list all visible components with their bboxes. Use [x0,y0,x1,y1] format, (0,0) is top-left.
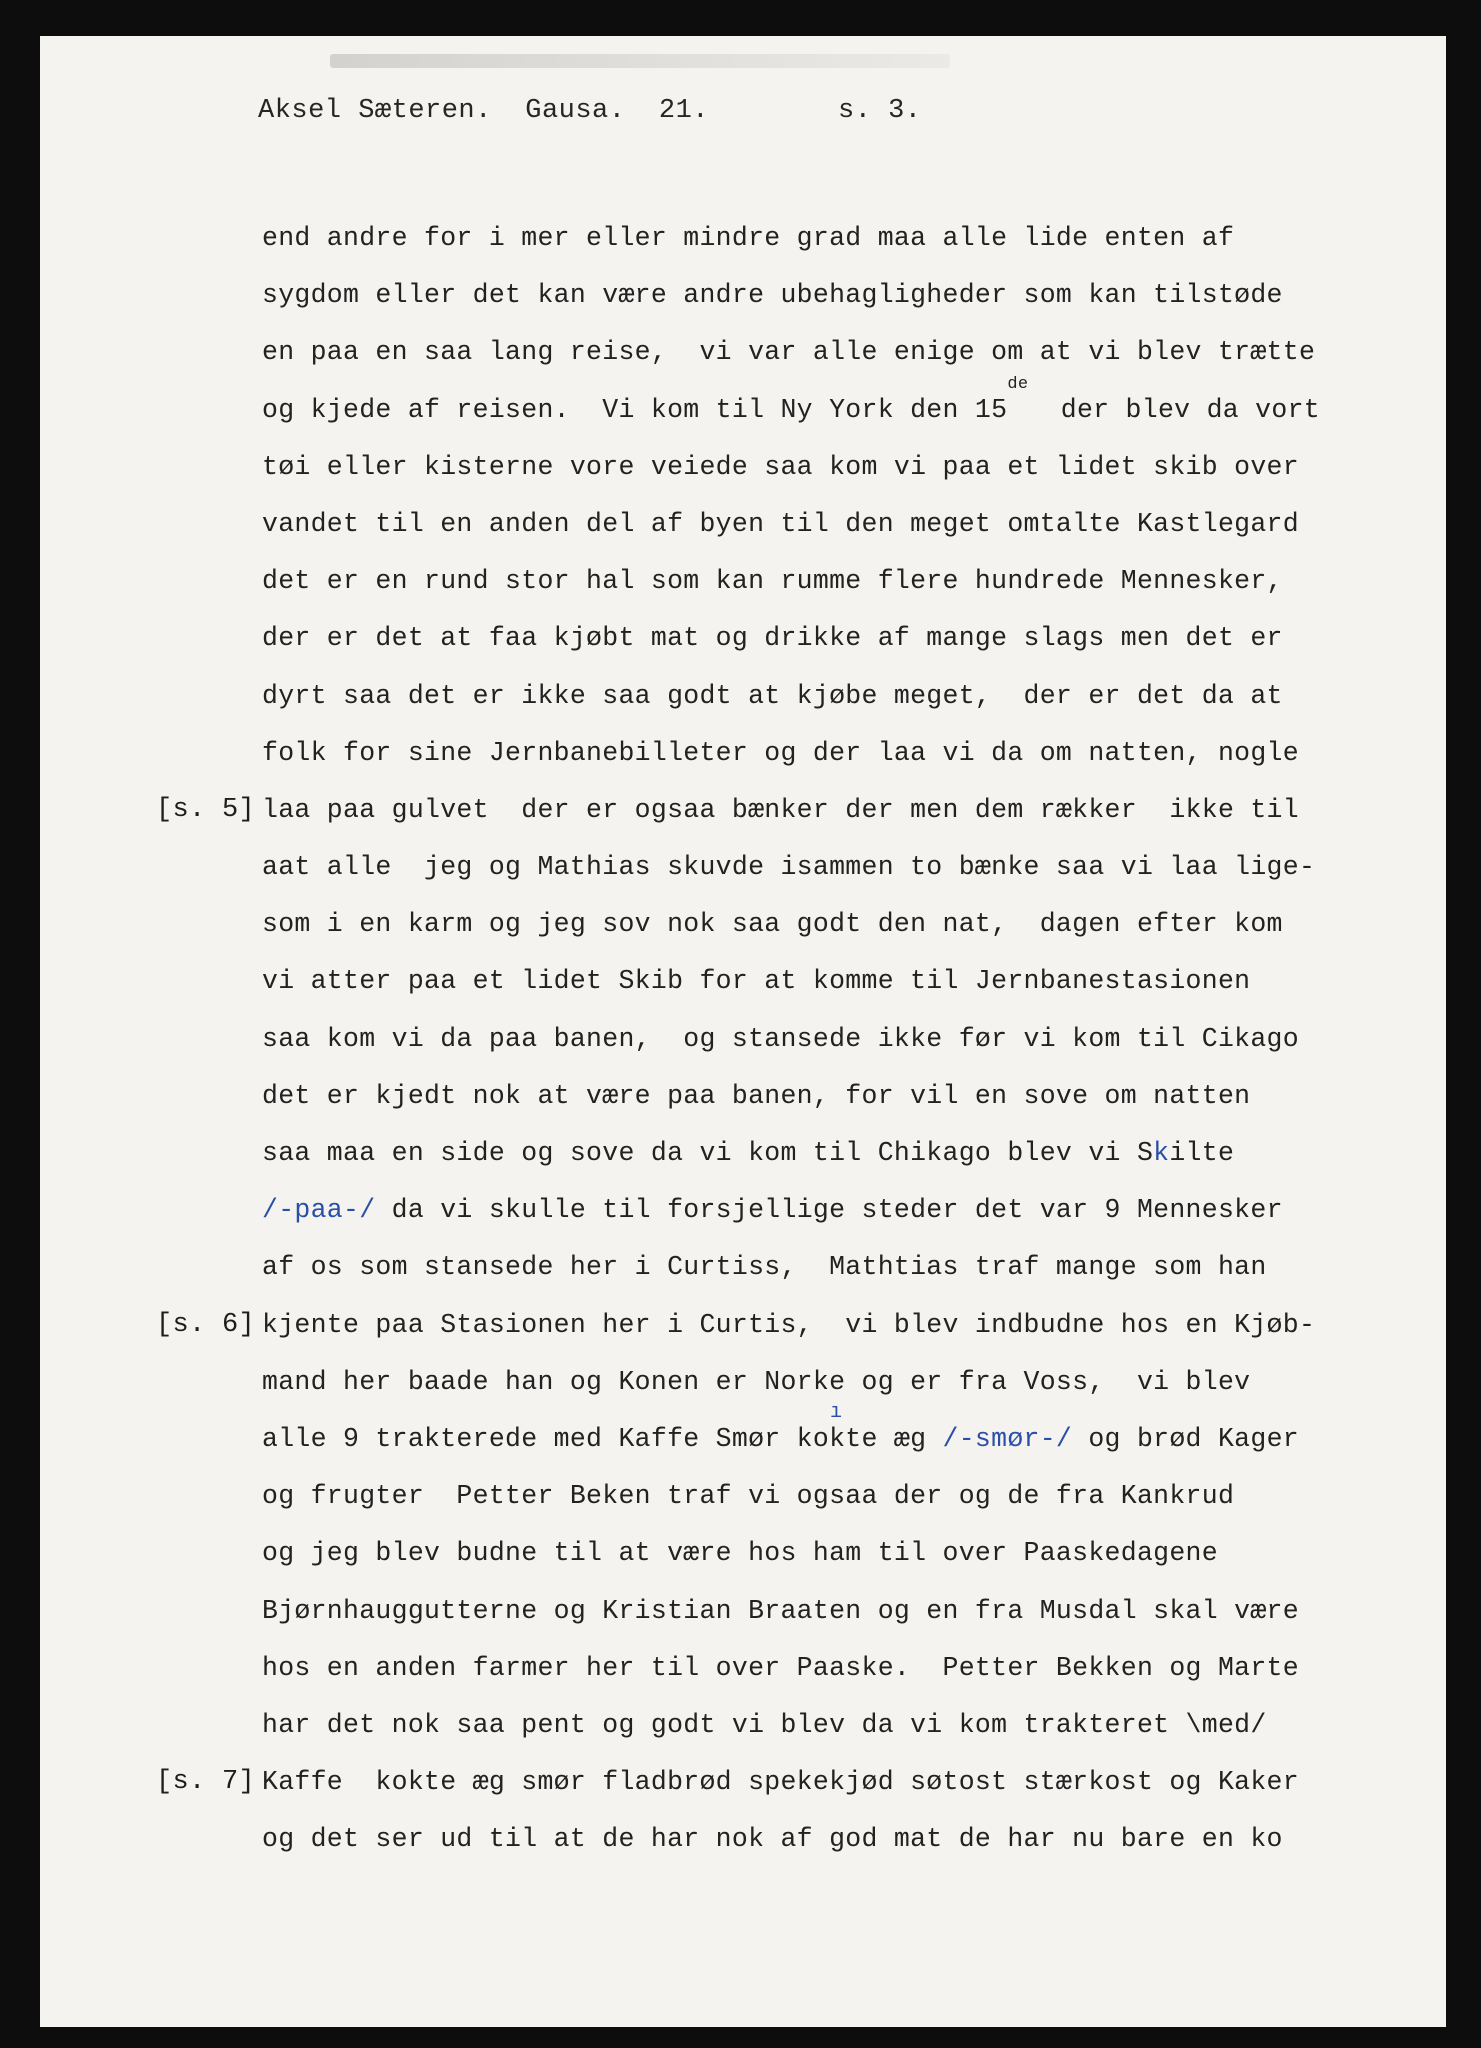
text-line: dyrt saa det er ikke saa godt at kjøbe meget, der er det da at [262,680,1283,711]
text-line: ı mand her baade han og Konen er Norke og er fra Voss, vi blev [262,1354,1392,1411]
header-author: Aksel Sæteren. [258,96,492,126]
text-line: [s. 7] Kaffe kokte æg smør fladbrød spekekjød søtost stærkost og Kaker [262,1754,1392,1811]
text-line: det er kjedt nok at være paa banen, for vil en sove om natten [262,1080,1251,1111]
header-page: s. 3. [838,96,922,126]
text-line: har det nok saa pent og godt vi blev da vi kom trakteret \med/ [262,1709,1267,1740]
text-line: aat alle jeg og Mathias skuvde isammen to bænke saa vi laa lige- [262,852,1316,883]
text-line: tøi eller kisterne vore veiede saa kom vi paa et lidet skib over [262,451,1299,482]
text-line: og kjede af reisen. Vi kom til Ny York den 15de der blev da vort [262,374,1320,425]
text-line: alle 9 trakterede med Kaffe Smør kokte æg /-smør-/ og brød Kager [262,1423,1299,1454]
text-line: [s. 6] kjente paa Stasionen her i Curtis, vi blev indbudne hos en Kjøb- [262,1297,1392,1354]
document-page [40,36,1446,2027]
text-line: saa maa en side og sove da vi kom til Chikago blev vi Skilte [262,1138,1235,1168]
page-marker-s5: [s. 5] [156,794,256,825]
text-line: Bjørnhauggutterne og Kristian Braaten og en fra Musdal skal være [262,1595,1299,1626]
header-place: Gausa. [525,96,626,126]
text-line: [s. 5] laa paa gulvet der er ogsaa bænker der men dem rækker ikke til [262,782,1392,839]
superscript-de: de [1007,374,1029,394]
text-line: og det ser ud til at de har nok af god mat de har nu bare en ko [262,1824,1283,1855]
typed-letter-body [156,210,1392,1868]
text-line: vandet til en anden del af byen til den meget omtalte Kastlegard [262,508,1299,539]
page-marker-s7: [s. 7] [156,1767,256,1798]
page-header [258,96,922,126]
text-line: og frugter Petter Beken traf vi ogsaa der og de fra Kankrud [262,1481,1235,1512]
text-line: som i en karm og jeg sov nok saa godt den nat, dagen efter kom [262,909,1283,940]
handwritten-deletion-smor: /-smør-/ [942,1423,1073,1454]
page-marker-s6: [s. 6] [156,1309,256,1340]
text-line: der er det at faa kjøbt mat og drikke af mange slags men det er [262,623,1283,654]
text-line: en paa en saa lang reise, vi var alle enige om at vi blev trætte [262,337,1316,368]
handwritten-insertion-mark: ı [830,1400,843,1424]
text-line: af os som stansede her i Curtiss, Mathtias traf mange som han [262,1252,1267,1283]
text-line: vi atter paa et lidet Skib for at komme til Jernbanestasionen [262,966,1251,997]
text-line: folk for sine Jernbanebilleter og der laa vi da om natten, nogle [262,737,1299,768]
handwritten-correction-k: k [1153,1138,1170,1168]
text-line: hos en anden farmer her til over Paaske. Petter Bekken og Marte [262,1652,1299,1683]
text-line: sygdom eller det kan være andre ubehagligheder som kan tilstøde [262,280,1283,311]
text-line: og jeg blev budne til at være hos ham til over Paaskedagene [262,1538,1218,1569]
bleed-through-header [330,54,950,68]
text-line: det er en rund stor hal som kan rumme flere hundrede Mennesker, [262,566,1283,597]
handwritten-deletion-paa: /-paa-/ [262,1195,376,1226]
header-number: 21. [658,96,709,126]
text-line: saa kom vi da paa banen, og stansede ikke før vi kom til Cikago [262,1023,1299,1054]
text-line: /-paa-/ da vi skulle til forsjellige steder det var 9 Mennesker [262,1195,1283,1226]
text-line: end andre for i mer eller mindre grad maa alle lide enten af [262,223,1235,253]
inserted-med: \med/ [1185,1709,1267,1740]
